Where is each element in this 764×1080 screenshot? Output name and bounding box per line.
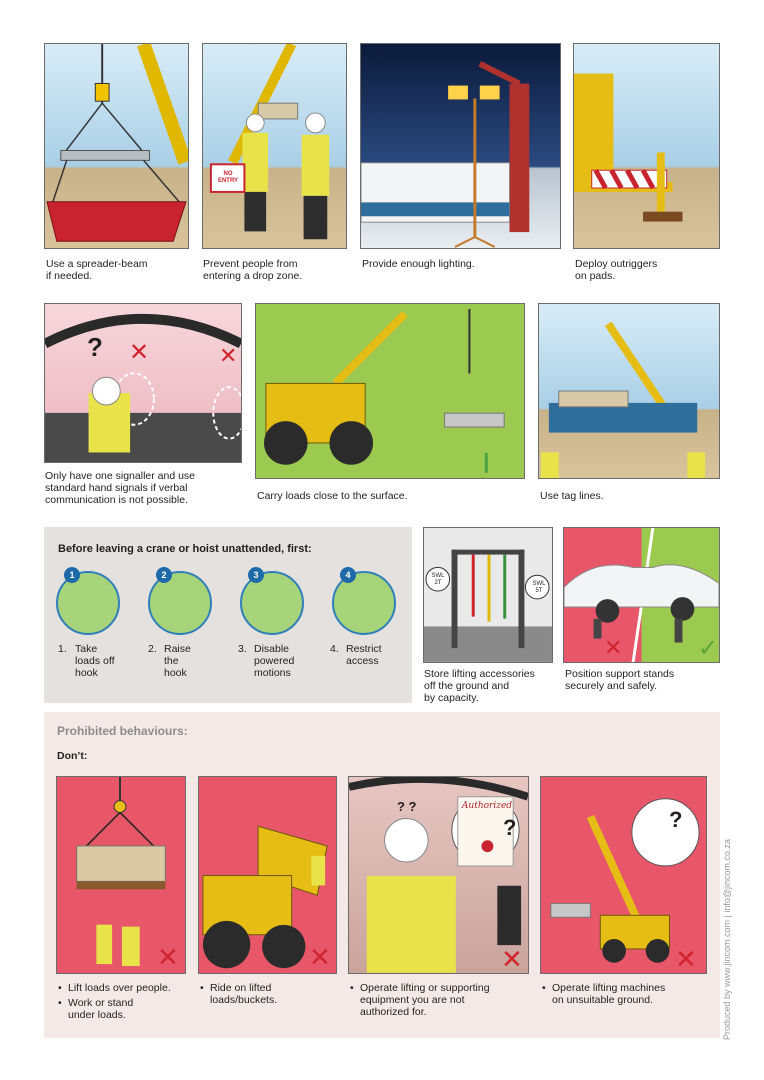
question-mark: ? [87,332,103,362]
signaller-drawing [45,304,241,462]
cross-icon: ✕ [501,945,523,974]
prohibited-title: Prohibited behaviours: [57,724,188,738]
drop-zone-illustration [202,43,347,249]
step-number: 4. [330,643,339,655]
bullet: • [58,997,62,1009]
unsuitable-ground-illustration [540,776,707,974]
bullet: • [200,982,204,994]
outriggers-caption: Deploy outriggers on pads. [575,258,658,282]
drop-zone-drawing [203,44,346,247]
step-badge: 4 [340,567,356,583]
support-stands-caption: Position support stands securely and safely. [565,668,675,692]
cross-icon: ✕ [309,943,331,973]
cross-icon: ✕ [129,338,150,366]
step-number: 3. [238,643,247,655]
spreader-beam-illustration [44,43,189,249]
cross-icon: ✕ [675,945,697,974]
prohibited-text: Operate lifting or supporting equipment you are not authorized for. [360,982,490,1018]
outriggers-drawing [574,44,719,247]
step-number: 2. [148,643,157,655]
question-mark: ? [669,807,683,832]
lift-over-people-illustration [56,776,186,974]
prohibited-item [542,982,712,1010]
prohibited-text: Operate lifting machines on unsuitable ground. [552,982,666,1006]
prohibited-item [200,982,340,1010]
carry-low-drawing [256,304,524,479]
authorized-certificate-label: Authorized [461,801,513,811]
prohibited-text: Work or stand under loads. [68,997,134,1021]
support-stands-illustration [563,527,720,663]
tag-lines-caption: Use tag lines. [540,490,604,502]
ride-on-loads-illustration [198,776,337,974]
prohibited-text: Ride on lifted loads/buckets. [210,982,278,1006]
support-stands-drawing [564,528,719,662]
step-label: Take loads off hook [75,643,115,679]
step-badge: 2 [156,567,172,583]
unattended-crane-box [44,527,412,703]
prohibited-text: Lift loads over people. [68,982,171,994]
cross-icon: ✕ [604,636,623,661]
storage-caption: Store lifting accessories off the ground and by capacity. [424,668,535,704]
spreader-beam-drawing [45,44,188,247]
step-badge: 3 [248,567,264,583]
dont-label: Don’t: [57,750,88,762]
cross-icon: ✕ [157,943,179,973]
producer-credit: Produced by www.jincom.com | info@jincom.co.za [722,838,732,1040]
step-label: Restrict access [346,643,382,667]
lighting-illustration [360,43,561,249]
storage-rack-illustration [423,527,553,663]
no-entry-sign: NO ENTRY [217,171,239,184]
tag-lines-drawing [539,304,719,478]
swl-2t-label: SWL 2T [431,573,445,586]
prohibited-item [58,997,198,1025]
lighting-drawing [361,44,560,248]
step-label: Disable powered motions [254,643,295,679]
cross-icon: ✕ [219,344,238,369]
signaller-caption: Only have one signaller and use standard hand signals if verbal communication is not possible. [45,470,196,506]
prohibited-item [350,982,530,1022]
check-icon: ✓ [698,634,719,662]
step-badge: 1 [64,567,80,583]
carry-low-illustration [255,303,525,479]
tag-lines-illustration [538,303,720,479]
lighting-caption: Provide enough lighting. [362,258,475,270]
prohibited-item [58,982,198,996]
bullet: • [350,982,354,994]
signaller-illustration [44,303,242,463]
unattended-title: Before leaving a crane or hoist unattended, first: [58,543,312,555]
spreader-beam-caption: Use a spreader-beam if needed. [46,258,148,282]
unauthorized-operator-illustration [348,776,529,974]
step-number: 1. [58,643,67,655]
bullet: • [58,982,62,994]
carry-low-caption: Carry loads close to the surface. [257,490,408,502]
drop-zone-caption: Prevent people from entering a drop zone. [203,258,303,282]
bullet: • [542,982,546,994]
outriggers-illustration [573,43,720,249]
question-mark: ? [503,815,517,840]
step-label: Raise the hook [164,643,191,679]
swl-5t-label: SWL 5T [532,581,546,594]
small-question-marks: ? ? [397,799,417,814]
